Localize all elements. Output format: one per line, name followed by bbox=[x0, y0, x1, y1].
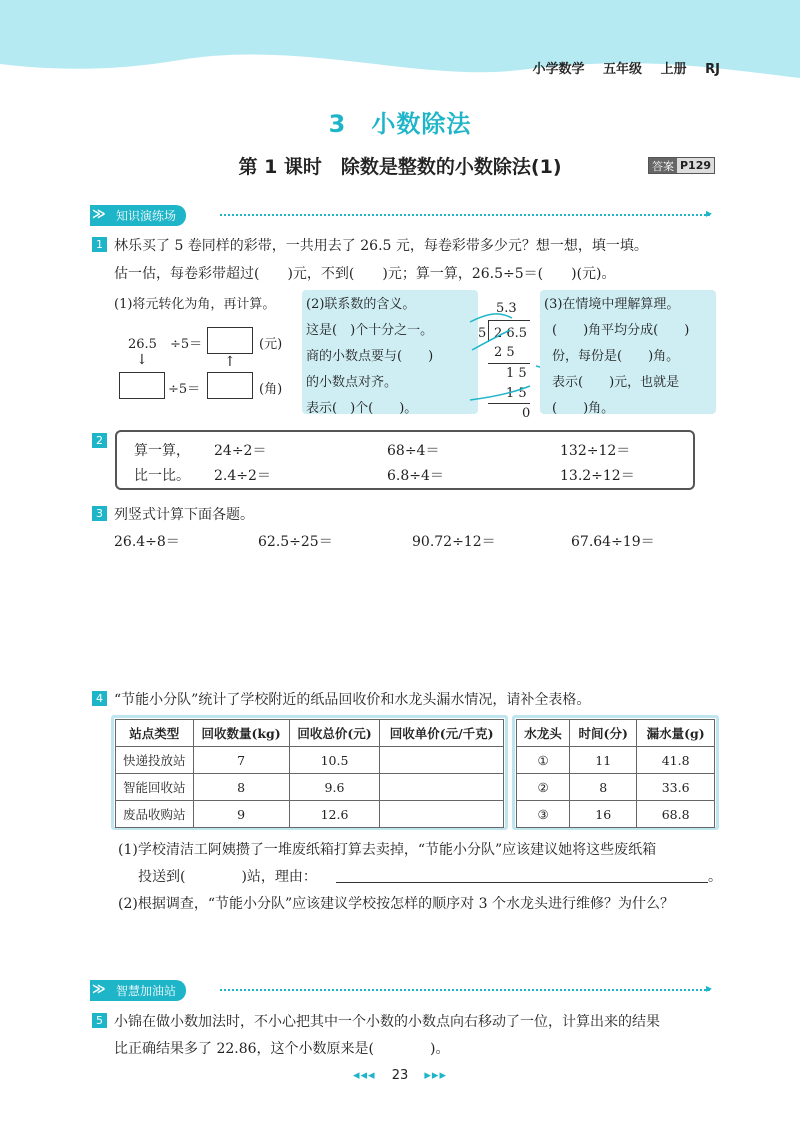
question-5-line1: 小锦在做小数加法时，不小心把其中一个小数的小数点向右移动了一位，计算出来的结果 bbox=[114, 1014, 660, 1030]
table-cell: 41.8 bbox=[637, 747, 715, 774]
section-practice-divider bbox=[220, 214, 710, 216]
header-edition: RJ bbox=[705, 62, 720, 77]
vertical-calc-3: 90.72÷12＝ bbox=[412, 534, 496, 550]
question-3-text: 列竖式计算下面各题。 bbox=[114, 507, 254, 523]
calc-row2-item2: 6.8÷4＝ bbox=[387, 468, 444, 484]
division-step2: 1 5 bbox=[506, 366, 527, 381]
table-cell: ② bbox=[517, 774, 570, 801]
section-bonus-label: 智慧加油站 bbox=[116, 983, 177, 998]
answer-box-yuan[interactable] bbox=[207, 327, 253, 354]
lesson-title: 第 1 课时 除数是整数的小数除法(1) bbox=[238, 156, 562, 178]
question-1-number: 1 bbox=[92, 237, 107, 252]
chevron-right-icon: ▸ bbox=[706, 981, 713, 995]
question-4-sub2: (2)根据调查，“节能小分队”应该建议学校按怎样的顺序对 3 个水龙头进行维修？为什么？ bbox=[118, 896, 674, 912]
page-footer bbox=[0, 1068, 800, 1083]
calc-row1-item2: 68÷4＝ bbox=[387, 443, 440, 459]
question-2-label1: 算一算， bbox=[134, 443, 190, 459]
answer-page: P129 bbox=[680, 159, 712, 172]
hint-2-line4: 表示( )个( )。 bbox=[306, 401, 418, 416]
hint-3-line3: 表示( )元，也就是 bbox=[552, 375, 680, 390]
table-header-cell: 回收数量(kg) bbox=[193, 720, 289, 747]
table-cell: 智能回收站 bbox=[116, 774, 194, 801]
calc-row1-item1: 24÷2＝ bbox=[214, 443, 267, 459]
hint-3-line1: ( )角平均分成( ) bbox=[552, 323, 690, 338]
division-step3: 1 5 bbox=[506, 386, 527, 401]
table-cell: 12.6 bbox=[289, 801, 380, 828]
question-4-number: 4 bbox=[92, 691, 107, 706]
question-4-sub1-end: 。 bbox=[708, 869, 722, 885]
question-4-text: “节能小分队”统计了学校附近的纸品回收价和水龙头漏水情况，请补全表格。 bbox=[114, 692, 591, 708]
table-header-cell: 水龙头 bbox=[517, 720, 570, 747]
division-quotient: 5.3 bbox=[496, 301, 517, 316]
table-cell: 8 bbox=[193, 774, 289, 801]
vertical-calc-4: 67.64÷19＝ bbox=[571, 534, 655, 550]
answer-box-jiao-right[interactable] bbox=[207, 372, 253, 399]
table-cell: 9 bbox=[193, 801, 289, 828]
section-bonus-divider bbox=[220, 989, 710, 991]
table-header-cell: 漏水量(g) bbox=[637, 720, 715, 747]
table-cell: 9.6 bbox=[289, 774, 380, 801]
header-meta bbox=[519, 58, 721, 77]
table-blank-cell[interactable] bbox=[380, 747, 504, 774]
prev-arrows-icon: ◂◂◂ bbox=[353, 1068, 376, 1083]
table-row bbox=[116, 774, 504, 801]
calc-row1-item3: 132÷12＝ bbox=[560, 443, 631, 459]
table-cell: 7 bbox=[193, 747, 289, 774]
recycle-table bbox=[115, 719, 504, 828]
table-header-row bbox=[517, 720, 715, 747]
section-bonus-pill bbox=[90, 980, 186, 1001]
table-header-cell: 回收总价(元) bbox=[289, 720, 380, 747]
vertical-calc-1: 26.4÷8＝ bbox=[114, 534, 180, 550]
answer-label: 答案 bbox=[649, 158, 677, 173]
hint-2-line2: 商的小数点要与( ) bbox=[306, 349, 434, 364]
table-blank-cell[interactable] bbox=[380, 774, 504, 801]
answer-box-jiao-left[interactable] bbox=[119, 372, 165, 399]
table-row bbox=[116, 801, 504, 828]
expr-jiao: ÷5＝ bbox=[168, 382, 201, 397]
table-row bbox=[116, 747, 504, 774]
question-1-text: 林乐买了 5 卷同样的彩带，一共用去了 26.5 元，每卷彩带多少元？想一想，填一填。 bbox=[114, 238, 648, 254]
reason-answer-line[interactable] bbox=[336, 882, 708, 883]
hint-2-line1: 这是( )个十分之一。 bbox=[306, 323, 434, 338]
header-grade: 五年级 bbox=[603, 62, 643, 77]
question-2-number: 2 bbox=[92, 433, 107, 448]
table-cell: 68.8 bbox=[637, 801, 715, 828]
division-remainder: 0 bbox=[522, 406, 531, 421]
table-row bbox=[517, 774, 715, 801]
arrow-down-icon: ↓ bbox=[136, 352, 148, 368]
calc-row2-item3: 13.2÷12＝ bbox=[560, 468, 635, 484]
table-cell: 8 bbox=[570, 774, 637, 801]
hint-3-title: (3)在情境中理解算理。 bbox=[544, 297, 680, 312]
table-cell: ③ bbox=[517, 801, 570, 828]
section-practice-label: 知识演练场 bbox=[116, 208, 177, 223]
division-dividend: 2 6.5 bbox=[494, 326, 528, 341]
chevron-right-icon: ▸ bbox=[706, 206, 713, 220]
question-1-estimate: 估一估，每卷彩带超过( )元，不到( )元；算一算，26.5÷5＝( )(元)。 bbox=[114, 266, 616, 282]
division-divisor: 5 bbox=[478, 326, 487, 341]
hint-1-title: (1)将元转化为角，再计算。 bbox=[114, 297, 276, 312]
table-header-cell: 时间(分) bbox=[570, 720, 637, 747]
hint-3-line2: 份，每份是( )角。 bbox=[552, 349, 680, 364]
table-header-cell: 回收单价(元/千克) bbox=[380, 720, 504, 747]
hint-3-line4: ( )角。 bbox=[552, 401, 615, 416]
table-row bbox=[517, 801, 715, 828]
section-practice-header bbox=[90, 205, 186, 225]
question-3-number: 3 bbox=[92, 506, 107, 521]
chapter-title: 3 小数除法 bbox=[328, 110, 472, 138]
page-number: 23 bbox=[391, 1068, 409, 1083]
header-volume: 上册 bbox=[660, 62, 687, 77]
calc-row2-item1: 2.4÷2＝ bbox=[214, 468, 271, 484]
section-practice-pill bbox=[90, 205, 186, 226]
next-arrows-icon: ▸▸▸ bbox=[424, 1068, 447, 1083]
expr-yuan: 26.5 ÷5＝ bbox=[128, 337, 203, 352]
unit-jiao: (角) bbox=[259, 382, 283, 397]
faucet-table bbox=[516, 719, 715, 828]
table-cell: ① bbox=[517, 747, 570, 774]
table-cell: 废品收购站 bbox=[116, 801, 194, 828]
section-bonus-header bbox=[90, 980, 186, 1000]
table-header-row bbox=[116, 720, 504, 747]
table-header-cell: 站点类型 bbox=[116, 720, 194, 747]
header-subject: 小学数学 bbox=[532, 62, 585, 77]
table-cell: 11 bbox=[570, 747, 637, 774]
arrow-icon: ≫ bbox=[92, 206, 106, 222]
hint-2-title: (2)联系数的含义。 bbox=[306, 297, 416, 312]
table-cell: 快递投放站 bbox=[116, 747, 194, 774]
question-2-label2: 比一比。 bbox=[134, 468, 190, 484]
division-step1: 2 5 bbox=[494, 345, 515, 360]
unit-yuan: (元) bbox=[259, 337, 283, 352]
answer-reference[interactable] bbox=[648, 157, 715, 174]
question-4-sub1-line1: (1)学校清洁工阿姨攒了一堆废纸箱打算去卖掉，“节能小分队”应该建议她将这些废纸箱 bbox=[118, 842, 657, 858]
arrow-up-icon: ↑ bbox=[224, 354, 236, 370]
question-4-sub1-line2: 投送到( )站，理由： bbox=[138, 869, 317, 885]
table-cell: 16 bbox=[570, 801, 637, 828]
question-5-number: 5 bbox=[92, 1013, 107, 1028]
table-row bbox=[517, 747, 715, 774]
hint-2-line3: 的小数点对齐。 bbox=[306, 375, 398, 390]
vertical-calc-2: 62.5÷25＝ bbox=[258, 534, 333, 550]
table-blank-cell[interactable] bbox=[380, 801, 504, 828]
table-cell: 10.5 bbox=[289, 747, 380, 774]
table-cell: 33.6 bbox=[637, 774, 715, 801]
question-5-line2: 比正确结果多了 22.86，这个小数原来是( )。 bbox=[114, 1041, 450, 1057]
arrow-icon: ≫ bbox=[92, 981, 106, 997]
